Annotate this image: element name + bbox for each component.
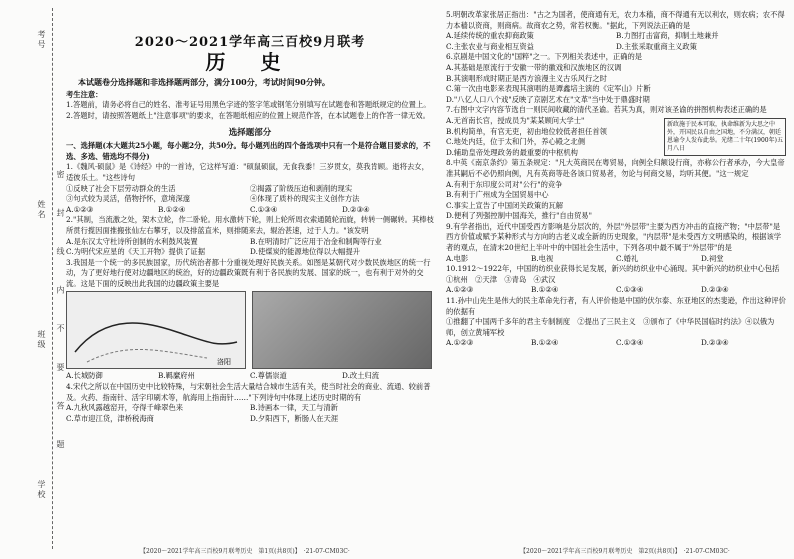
q5-b: B.力图打击富商，抑制土地兼并 (616, 31, 719, 41)
q6-c: C.第一次由电影来表现其演唱的是谭鑫培主演的《定军山》片断 (446, 84, 651, 94)
q5-a: A.延续传统的重农抑商政策 (446, 31, 534, 41)
rules-head: 考生注意： (66, 89, 103, 99)
q4-stem: 4.宋代之所以在中国历史中比较特殊，与宋朝社会生活大量结合城市生活有关，使当时社会的商业、流通、较前普及。火药、指南针、活字印刷术等，航海用上指南针……"下列诗句中体现上述历史时期的有 (66, 382, 431, 402)
q11-stem: 11.孙中山先生是伟大的民主革命先行者，有人评价他是中国的伏尔泰、东亚地区的杰斐逊，作出这种评价的依据有 (446, 296, 786, 316)
q10-stem: 10.1912～1922年，中国的纺织业获得长足发展，新兴的纺织业中心涌现。其中新兴的纺织业中心包括 (446, 264, 780, 274)
margin-kaohao: 考号 (37, 30, 46, 50)
q9-c: C.婚礼 (616, 253, 639, 263)
river-line (87, 350, 207, 363)
rule-1: 1.答题前，请务必将自己的姓名、准考证号用黑色字迹的签字笔或钢笔分别填写在试题卷和答题纸规定的位置上。 (66, 100, 431, 110)
q3-d: D.改土归流 (342, 371, 380, 381)
margin-seal-text: 密 封 线 内 不 要 答 题 (56, 170, 65, 462)
q8-c: C.事实上宣告了中国闭关政策的瓦解 (446, 200, 564, 210)
q1-stem: 1.《魏风·硕鼠》是《诗经》中的一首诗，它这样写道："硕鼠硕鼠，无食我黍！三岁贯女，莫我肯顾。逝将去女，适彼乐土。"这些诗句 (66, 162, 429, 182)
q7-d: D.辅助皇帝处理政务的最重要的中枢机构 (446, 147, 578, 157)
q4-b: B.诗画本一律，天工与清新 (250, 403, 338, 413)
q3-c: C.尊儒崇道 (250, 371, 287, 381)
q1-opt3: ③句式较为灵活，借物抒怀，意境深邃 (66, 194, 191, 204)
route-map-svg (67, 292, 245, 368)
notice: 本试题卷分选择题和非选择题两部分，满分100分，考试时间90分钟。 (78, 77, 330, 88)
q3-a: A.长城防御 (66, 371, 103, 381)
map-label-luoyang: 洛阳 (217, 358, 231, 367)
q1-opt2: ②揭露了阶级压迫和剥削的现实 (250, 183, 353, 193)
q1-c: C.①③④ (250, 204, 278, 214)
q3-map (66, 291, 246, 369)
q1-d: D.②③④ (342, 204, 370, 214)
q6-d: D."八亿人口八个戏"反映了京剧艺术在"文革"当中处于鼎盛时期 (446, 94, 650, 104)
right-column (446, 10, 786, 349)
q8-stem: 8.中英《南京条约》第五条规定："凡大英商民在粤贸易，向例全归额设行商，亦称公行者承办，今大皇帝准其嗣后不必仍照向例，凡有英商等赴各该口贸易者，勿论与何商交易，均听其便。"这一规定 (446, 158, 785, 178)
q10-b: B.①②④ (531, 285, 559, 295)
q8-a: A.有利于东印度公司对"公行"的竞争 (446, 179, 563, 189)
q8-d: D.便利了列强控制中国海关，推行"自由贸易" (446, 211, 592, 221)
footer-left-text: 【2020～2021学年高三百校9月联考历史 第1页(共8页)】 (140, 548, 298, 555)
section-instructions: 一、选择题(本大题共25小题，每小题2分，共50分。每小题列出的四个备选项中只有一个是符合题目要求的，不选、多选、错选均不得分) (66, 141, 431, 161)
q8-b: B.有利于广州成为全国贸易中心 (446, 190, 549, 200)
q6-b: B.其演唱形成时期正是西方浪漫主义古乐风行之时 (446, 73, 607, 83)
q11-d: D.②③④ (701, 338, 729, 348)
route-line (75, 324, 237, 353)
q11-c: C.①③④ (616, 338, 644, 348)
q6-stem: 6.京剧是中国文化的"国粹"之一。下列相关表述中，正确的是 (446, 52, 643, 62)
q5-stem: 5.明朝改革家张居正指出："古之为国者，使商通有无，农力本穑，商不得通有无以利农，则农病；农不得力本穑以资商，则商病。故商农之势，常若权衡。"据此，下列说法正确的是 (446, 10, 785, 30)
q1-opt4: ④体现了质朴的现实主义创作方法 (250, 194, 360, 204)
q9-b: B.电视 (531, 253, 554, 263)
q7-stem: 7.右图中文字内容节选自一则民间收藏的清代圣谕。若其为真，则对该圣谕的拼图机构表述正确的是 (446, 105, 767, 115)
q10-d: D.②③④ (701, 285, 729, 295)
q11-a: A.①②③ (446, 338, 474, 348)
margin-class: 班级 (37, 330, 46, 350)
q4-c: C.草市迎江货，津桥税海商 (66, 413, 154, 423)
q9-a: A.电影 (446, 253, 469, 263)
footer-right (520, 546, 730, 555)
q4-a: A.九秋风露越窑开，夺得千峰翠色来 (66, 403, 184, 413)
q11-b: B.①②④ (531, 338, 559, 348)
q2-stem: 2."其制，当流激之处，架木立轮，作二卧轮。用水激转下轮，则上轮所周衣索通随轮而旋，转转一侧碾转。其棒枝所贯行揽因面推搬张仙左右攀牙，以及排蓝直米，则排随来去，辊治甚速，过于人力。"该发明 (66, 215, 434, 235)
q6-a: A.其基础是原流行于安徽一带的徽戏和汉族地区的汉调 (446, 62, 622, 72)
section-title: 选择题部分 (228, 127, 272, 138)
seal-line (52, 8, 53, 549)
q2-c: C.为明代宋应星的《天工开物》提供了证据 (66, 247, 205, 257)
q1-a: A.①②③ (66, 204, 94, 214)
q1-b: B.①②④ (158, 204, 186, 214)
q10-options: ①杭州 ②天津 ③青岛 ④武汉 (446, 274, 556, 284)
q9-stem: 9.有学者指出，近代中国受西方影响是分层次的，外层"外层带"主要为西方冲击的直接产物；"中层带"是西方价值或赋予某种形式与方向的古老义或全新的历史现象，"内层带"是未受西方文明感染的，根据该学者的观点，在清末20世纪上半叶中的中国社会生活中，下列各项中最不属于"外层带"的是 (446, 221, 782, 253)
q1-opt1: ①反映了社会下层劳动群众的生活 (66, 183, 176, 193)
q7-c: C.地处内廷，位于太和门外，养心殿之北侧 (446, 137, 585, 147)
left-column (66, 10, 434, 424)
exam-title: 2020～2021学年高三百校9月联考 (134, 35, 366, 50)
q3-stem: 3.我国是一个统一的多民族国家，历代统治者都十分重视处理好民族关系。如图是某朝代对少数民族地区的统一行动，为了更好地行使对边疆地区的统治，好的边疆政策既有利于各民族的发展、国家的统一，也有利于对外的交流。这是下面的反映出此我国的边疆政策主要是 (66, 257, 431, 288)
q3-figures (66, 291, 434, 369)
q3-photo (252, 291, 432, 369)
q2-d: D.使煤炭的能源地位得以大幅提升 (250, 247, 361, 257)
q10-c: C.①③④ (616, 285, 644, 295)
q5-c: C.主张农业与商业相互资益 (446, 41, 534, 51)
q7-b: B.机构简单，有官无吏，初由地位较低者担任首领 (446, 126, 607, 136)
q5-d: D.主张采取重商主义政策 (616, 41, 697, 51)
footer-right-code: ·21-07-CM03C· (683, 548, 730, 555)
q11-options: ①推翻了中国两千多年的君主专制制度 ②提出了三民主义 ③颁布了《中华民国临时约法》④以俄为师，创立黄埔军校 (446, 317, 775, 337)
q4-d: D.夕阳西下，断肠人在天涯 (250, 413, 339, 423)
q9-d: D.祠堂 (701, 253, 724, 263)
footer-left-code: ·21-07-CM03C· (303, 548, 350, 555)
q3-b: B.羁縻府州 (158, 371, 195, 381)
q7-a: A.无首南长官，授成员为"某某顾问大学士" (446, 115, 585, 125)
q2-b: B.在明清时广泛应用于冶金和制陶等行业 (250, 236, 382, 246)
q10-a: A.①②③ (446, 285, 474, 295)
margin-school: 学校 (37, 480, 46, 500)
margin-name: 姓名 (37, 200, 46, 220)
footer-left (140, 546, 350, 555)
subject-title: 历 史 (205, 49, 295, 74)
q2-a: A.是东汉太守杜诗所创制的水利鼓风装置 (66, 236, 198, 246)
footer-right-text: 【2020～2021学年高三百校9月联考历史 第2页(共8页)】 (520, 548, 678, 555)
q7-edict-image: 新政施于民本可取，执命维新为大思之中外，开国民以自由之国地，不分满汉，朝廷恩谕令人发布此举。光绪二十年(1900年)五月八日 (664, 118, 786, 156)
rule-2: 2.答题时，请按照答题纸上"注意事项"的要求，在答题纸相应的位置上规范作答，在本试题卷上的作答一律无效。 (66, 110, 430, 120)
